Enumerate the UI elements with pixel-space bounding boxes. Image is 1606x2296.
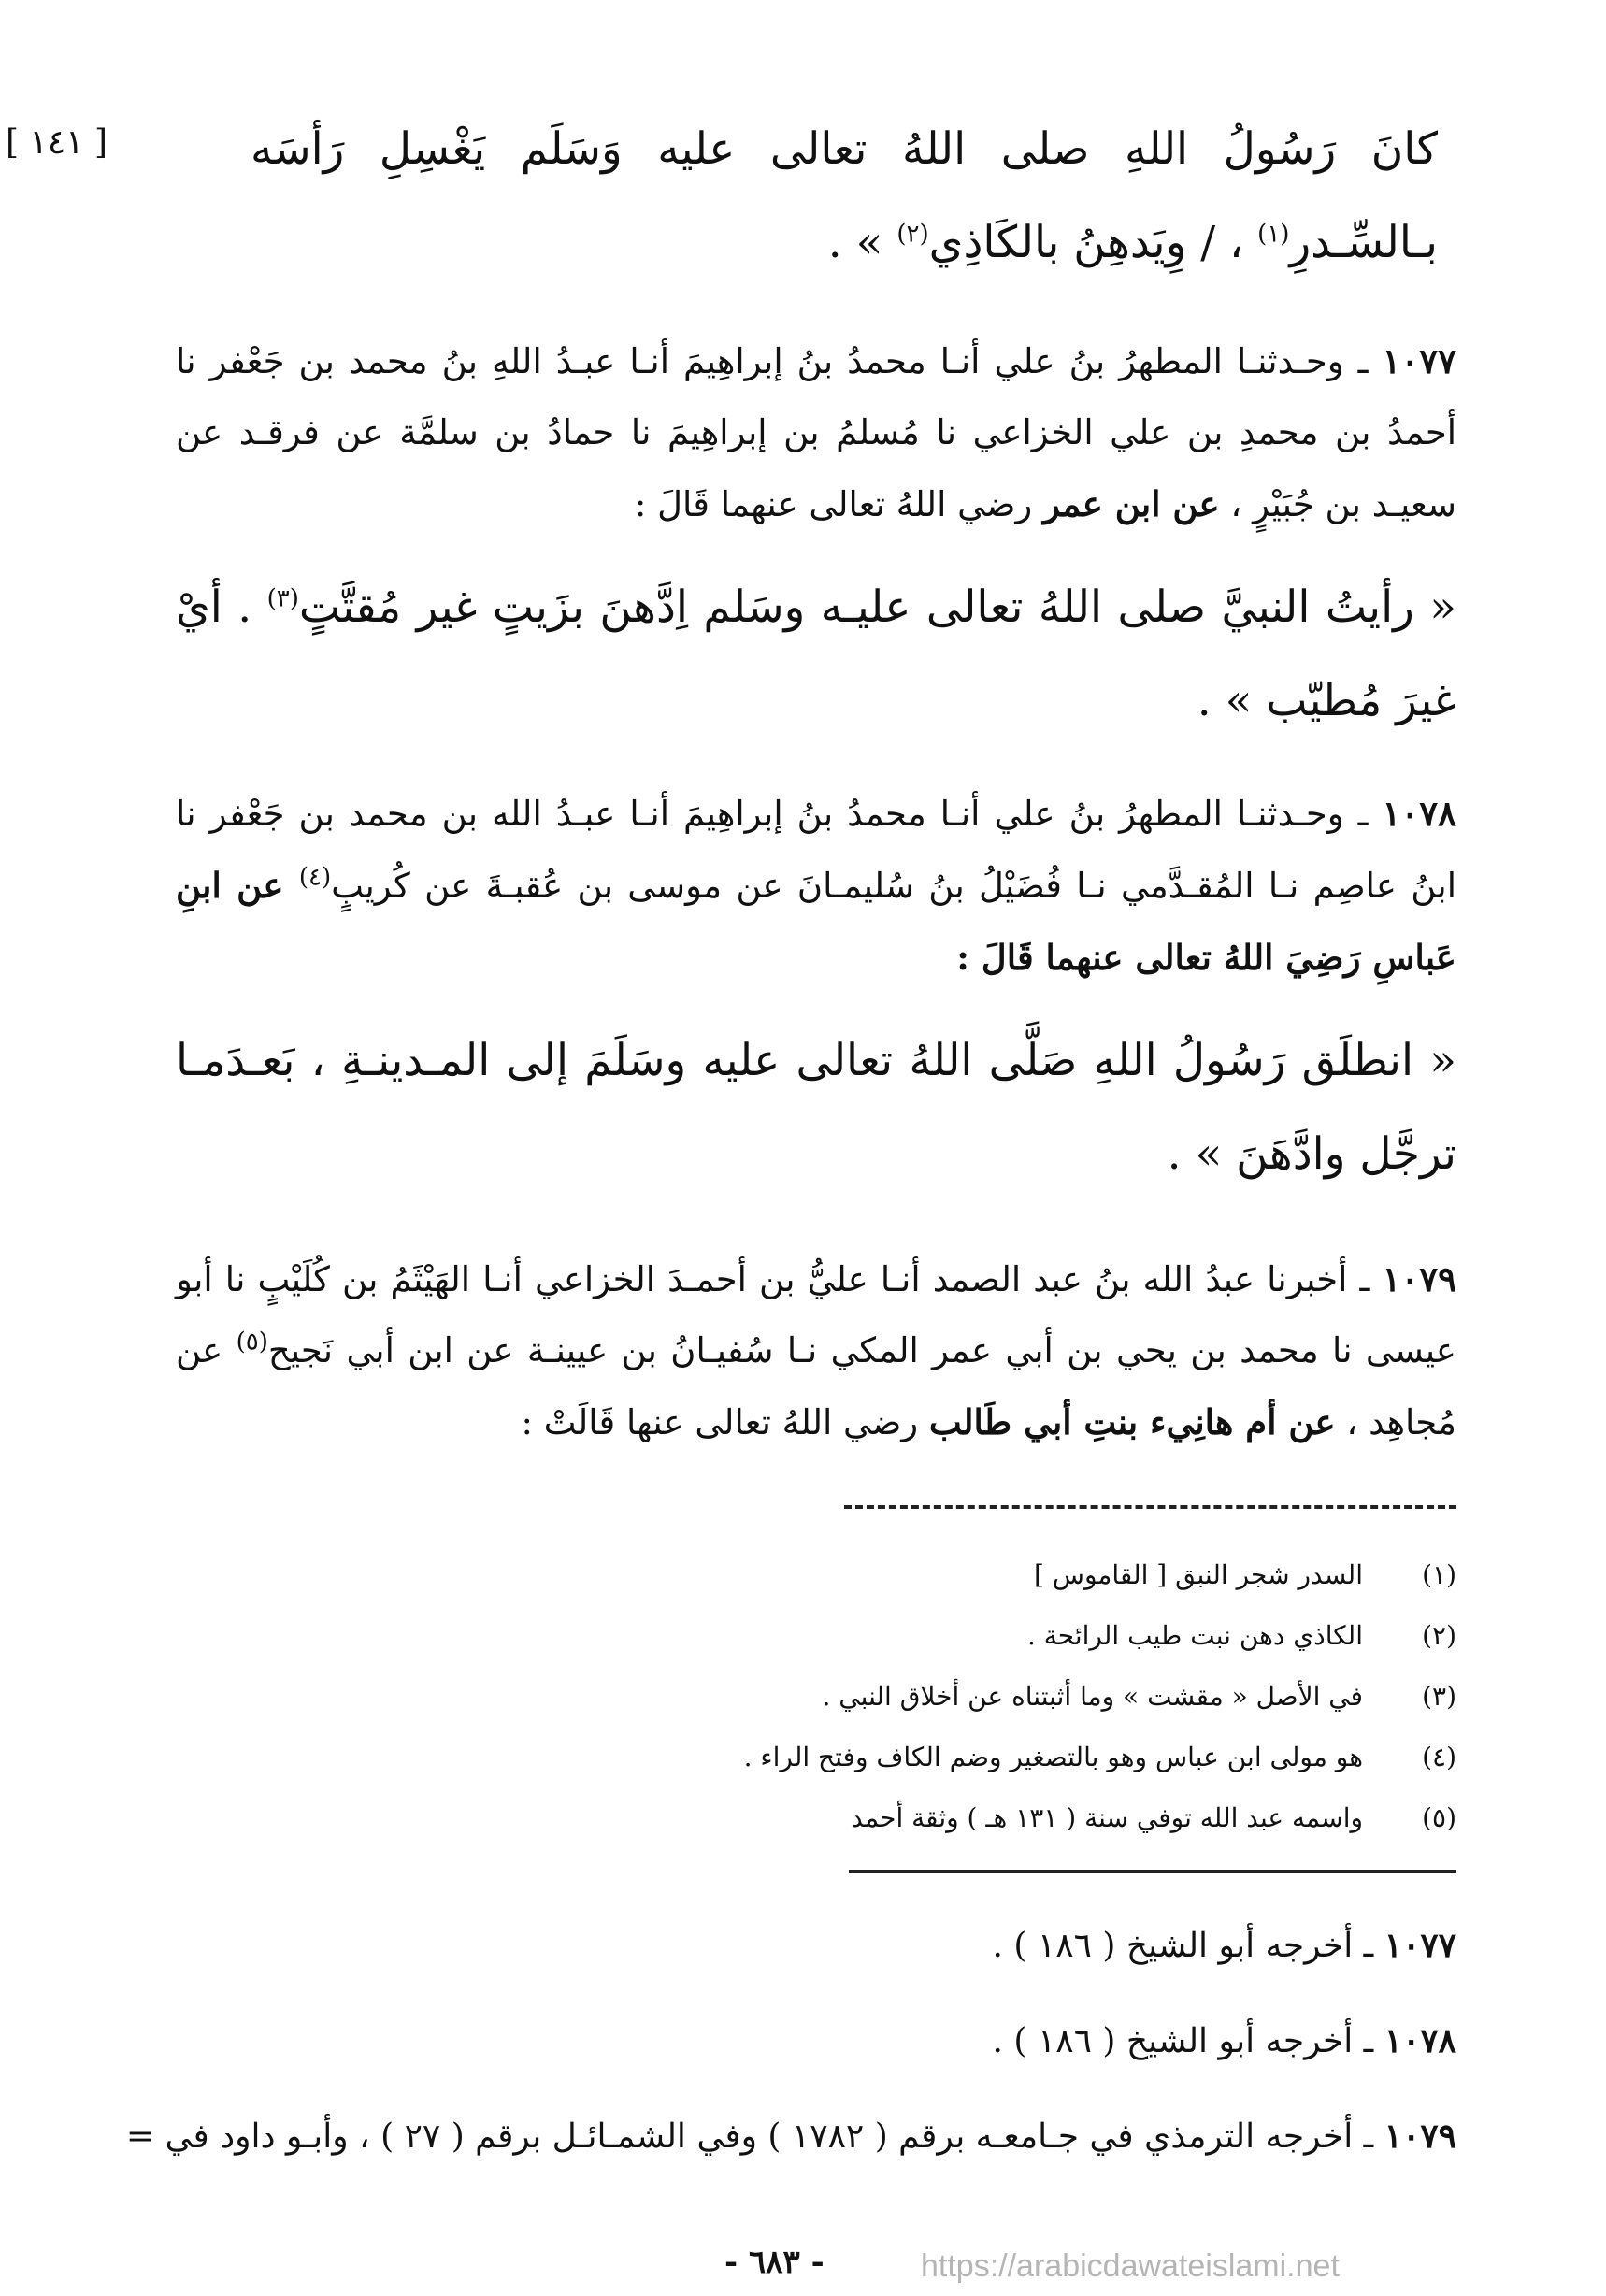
matn-end: . أيْ غيرَ مُطيّب » .	[176, 581, 1456, 726]
takhrij-text: ـ أخرجه الترمذي في جـامعـه برقم ( ١٧٨٢ ) وفي الشمـائـل برقم ( ٢٧ ) ، وأبـو داود في =	[125, 2117, 1384, 2156]
previous-hadith-continuation	[251, 103, 1438, 290]
isnad-text: ـ أخبرنا عبدُ الله بنُ عبد الصمد أنـا عليُّ بن أحمـدَ الخزاعي أنـا الهَيْثَمُ بن كُلَيْبٍ نا أبو عيسى نا محمد بن يحي بن أبي عمر المكي نـا سُفيـانُ بن عيينـة عن ابن أبي نَجيح	[176, 1259, 1456, 1370]
hadith-1077-matn	[176, 561, 1456, 748]
isnad-text: ـ وحـدثنـا المطهرُ بنُ علي أنـا محمدُ بنُ إبراهِيمَ أنـا عبـدُ الله بن محمد بن جَعْفر نا ابنُ عاصِم نـا المُقـدَّمي نـا فُضَيْلُ بنُ سُليمـانَ عن موسى بن عُقبـةَ عن كُريبٍ	[176, 794, 1457, 906]
takhrij-item	[148, 1993, 1456, 2088]
footnote-item	[615, 1787, 1456, 1848]
hadith-number: ١٠٧٩	[1382, 1258, 1456, 1299]
takhrij-section	[125, 1898, 1456, 2184]
page-reference: [ ١٤١ ]	[6, 123, 108, 162]
takhrij-number: ١٠٧٨	[1384, 2021, 1456, 2060]
footnote-divider	[844, 1505, 1456, 1509]
takhrij-number: ١٠٧٩	[1384, 2117, 1456, 2156]
footnote-text: في الأصل « مقشت » وما أثبتناه عن أخلاق النبي .	[822, 1681, 1363, 1712]
footnote-text: هو مولى ابن عباس وهو بالتصغير وضم الكاف وفتح الراء .	[743, 1742, 1363, 1772]
narrator: عن ابن عمر	[1043, 483, 1220, 524]
footnote-text: واسمه عبد الله توفي سنة ( ١٣١ هـ ) وثقة أحمد	[851, 1802, 1363, 1833]
hadith-1079-isnad	[176, 1243, 1456, 1458]
takhrij-item	[125, 2088, 1456, 2184]
takhrij-item	[148, 1898, 1456, 1993]
footnote-ref: (٢)	[896, 220, 929, 249]
page-number: - ٦٨٣ -	[724, 2244, 825, 2281]
footnotes	[615, 1544, 1456, 1848]
takhrij-text: ـ أخرجه أبو الشيخ ( ١٨٦ ) .	[992, 2022, 1384, 2060]
separator: ، /	[1186, 217, 1258, 268]
takhrij-text: ـ أخرجه أبو الشيخ ( ١٨٦ ) .	[992, 1927, 1384, 1965]
footnote-number: (٢)	[1422, 1620, 1456, 1651]
matn-text: « رأيتُ النبيَّ صلى اللهُ تعالى عليـه وسَلم اِدَّهنَ بزَيتٍ غير مُقتَّتٍ	[298, 581, 1457, 633]
isnad-text: ـ وحـدثنـا المطهرُ بنُ علي أنـا محمدُ بنُ إبراهِيمَ أنـا عبـدُ اللهِ بنُ محمد بن جَعْفر نا أحمدُ بن محمدِ بن علي الخزاعي نا مُسلمُ بن إبراهِيمَ نا حمادُ بن سلمَّة عن فرقـد عن سعيـد بن جُبَيْرٍ ،	[176, 341, 1456, 524]
hadith-number: ١٠٧٧	[1382, 340, 1456, 381]
footnote-number: (٤)	[1422, 1742, 1456, 1772]
footnote-number: (٥)	[1422, 1802, 1456, 1833]
matn-text: « انطلَق رَسُولُ اللهِ صَلَّى اللهُ تعالى عليه وسَلَمَ إلى المـدينـةِ ، بَعـدَمـا ترجَّل وادَّهَنَ » .	[176, 1035, 1456, 1180]
isnad-end: رضي اللهُ تعالى عنهما قَالَ :	[634, 484, 1043, 524]
footnote-item	[615, 1666, 1456, 1727]
hadith-1077-isnad	[176, 325, 1456, 540]
isnad-text-2: عن مُجاهِد ،	[176, 1330, 1456, 1442]
hadith-end: » .	[827, 217, 897, 268]
footnote-text: السدر شجر النبق [ القاموس ]	[1033, 1559, 1363, 1590]
footnote-item	[615, 1544, 1456, 1605]
footnote-ref: (٤)	[298, 863, 332, 892]
footnote-number: (٣)	[1422, 1681, 1456, 1712]
footnote-ref: (٥)	[236, 1327, 268, 1356]
hadith-1078-isnad	[176, 778, 1456, 994]
footnote-number: (١)	[1422, 1559, 1456, 1590]
hadith-text: كانَ رَسُولُ اللهِ صلى اللهُ تعالى عليه وَسَلَم يَغْسِلِ رَأسَه بـالسِّـدرِ	[251, 123, 1438, 268]
hadith-text-line2: وِيَدهِنُ بالكَاذِي	[928, 217, 1187, 268]
narrator: عن ابنِ عَباسِ رَضِيَ اللهُ تعالى عنهما قَالَ :	[176, 865, 1456, 978]
hadith-number: ١٠٧٨	[1382, 793, 1456, 834]
takhrij-divider	[849, 1870, 1456, 1873]
watermark-url: https://arabicdawateislami.net	[921, 2248, 1340, 2284]
footnote-ref: (٣)	[266, 584, 299, 613]
footnote-ref: (١)	[1257, 220, 1290, 249]
narrator: عن أم هانِيء بنتِ أبي طَالب	[928, 1401, 1336, 1442]
takhrij-number: ١٠٧٧	[1384, 1926, 1456, 1965]
hadith-1078-matn	[176, 1014, 1456, 1201]
footnote-item	[615, 1605, 1456, 1666]
footnote-text: الكاذي دهن نبت طيب الرائحة .	[1026, 1620, 1363, 1651]
footnote-item	[615, 1727, 1456, 1787]
isnad-end: رضي اللهُ تعالى عنها قَالَتْ :	[521, 1402, 929, 1442]
